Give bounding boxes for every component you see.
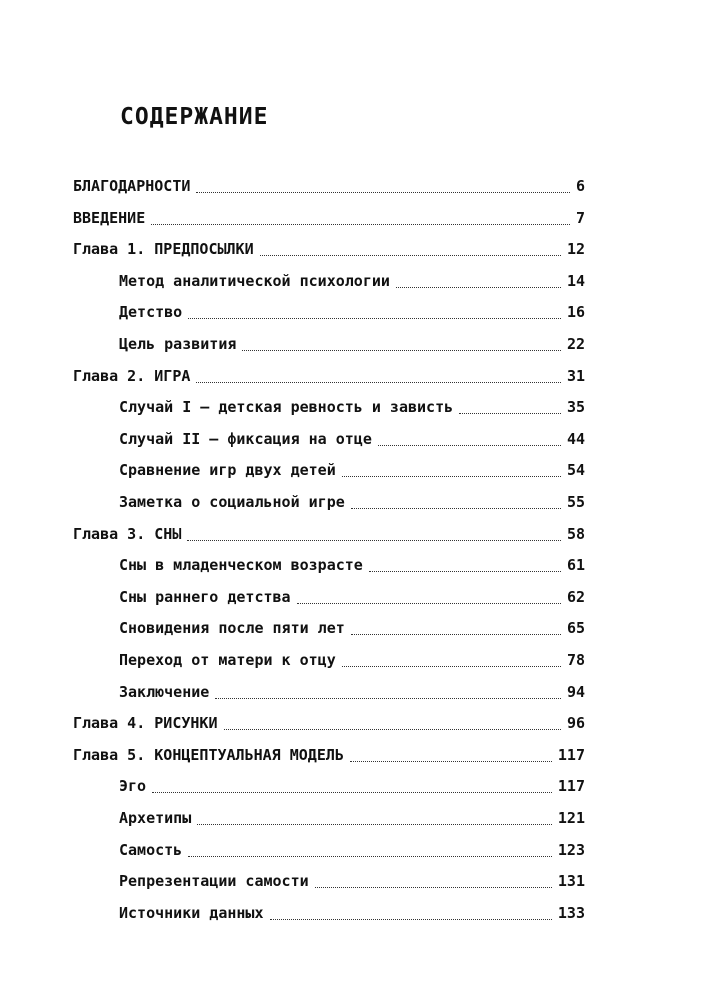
toc-section-entry <box>119 839 585 861</box>
entry-page-number: 78 <box>566 651 585 669</box>
toc-section-entry <box>119 649 585 671</box>
entry-page-number: 16 <box>566 303 585 322</box>
dot-leader <box>196 192 570 193</box>
dot-leader <box>152 792 552 793</box>
dot-leader <box>315 887 552 888</box>
dot-leader <box>396 287 561 288</box>
entry-page-number: 7 <box>575 208 585 227</box>
toc-section-entry <box>119 870 585 892</box>
dot-leader <box>187 540 561 541</box>
toc-chapter-entry <box>73 744 585 766</box>
dot-leader <box>188 856 552 857</box>
dot-leader <box>351 634 561 635</box>
entry-label: Сны раннего детства <box>119 587 291 606</box>
toc-chapter-entry <box>73 207 585 229</box>
entry-label: Метод аналитической психологии <box>119 271 390 290</box>
toc-section-entry <box>119 428 585 450</box>
toc-section-entry <box>119 554 585 576</box>
toc-section-entry <box>119 586 585 608</box>
entry-label: Глава 3. СНЫ <box>73 524 182 543</box>
toc-chapter-entry <box>73 238 585 260</box>
entry-label: Репрезентации самости <box>119 872 309 891</box>
entry-label: Случай I — детская ревность и зависть <box>119 398 454 417</box>
entry-page-number: 35 <box>566 398 585 417</box>
entry-page-number: 54 <box>566 461 585 480</box>
dot-leader <box>297 603 561 604</box>
dot-leader <box>242 350 561 351</box>
toc-section-entry <box>119 775 585 797</box>
entry-label: Глава 4. РИСУНКИ <box>73 714 218 733</box>
toc-section-entry <box>119 807 585 829</box>
entry-label: Сравнение игр двух детей <box>119 461 336 480</box>
toc-chapter-entry <box>73 523 585 545</box>
entry-label: Цель развития <box>119 335 237 353</box>
entry-label: Самость <box>119 840 183 859</box>
entry-label: ВВЕДЕНИЕ <box>73 208 146 227</box>
dot-leader <box>369 571 561 572</box>
dot-leader <box>260 255 561 256</box>
dot-leader <box>196 382 561 383</box>
entry-page-number: 22 <box>566 335 585 353</box>
toc-section-entry <box>119 459 585 481</box>
entry-label: Переход от матери к отцу <box>119 651 336 669</box>
toc-section-entry <box>119 333 585 355</box>
entry-label: Глава 1. ПРЕДПОСЫЛКИ <box>73 240 254 259</box>
dot-leader <box>351 508 561 509</box>
entry-label: Случай II — фиксация на отце <box>119 429 372 448</box>
entry-page-number: 14 <box>566 271 585 290</box>
entry-label: Эго <box>119 777 147 796</box>
entry-page-number: 121 <box>557 809 585 827</box>
entry-page-number: 133 <box>557 903 585 922</box>
dot-leader <box>197 824 552 825</box>
dot-leader <box>350 761 552 762</box>
entry-page-number: 31 <box>566 366 585 385</box>
entry-page-number: 61 <box>566 556 585 575</box>
entry-page-number: 94 <box>566 682 585 701</box>
entry-label: Глава 2. ИГРА <box>73 366 191 385</box>
toc-chapter-entry <box>73 175 585 197</box>
entry-label: Детство <box>119 303 183 322</box>
dot-leader <box>224 729 561 730</box>
entry-page-number: 55 <box>566 493 585 511</box>
entry-label: Заметка о социальной игре <box>119 493 345 511</box>
entry-page-number: 44 <box>566 429 585 448</box>
dot-leader <box>378 445 561 446</box>
entry-label: Сновидения после пяти лет <box>119 619 345 638</box>
toc-chapter-entry <box>73 712 585 734</box>
toc-section-entry <box>119 617 585 639</box>
toc-section-entry <box>119 301 585 323</box>
toc-chapter-entry <box>73 365 585 387</box>
entry-label: Глава 5. КОНЦЕПТУАЛЬНАЯ МОДЕЛЬ <box>73 745 344 764</box>
toc-section-entry <box>119 491 585 513</box>
entry-page-number: 117 <box>557 745 585 764</box>
toc-section-entry <box>119 681 585 703</box>
dot-leader <box>188 318 561 319</box>
entry-label: Источники данных <box>119 903 264 922</box>
entry-page-number: 117 <box>557 777 585 796</box>
dot-leader <box>342 476 561 477</box>
toc-section-entry <box>119 396 585 418</box>
entry-label: Сны в младенческом возрасте <box>119 556 363 575</box>
dot-leader <box>151 224 570 225</box>
entry-page-number: 12 <box>566 240 585 259</box>
page-title: СОДЕРЖАНИЕ <box>120 104 269 130</box>
entry-page-number: 123 <box>557 840 585 859</box>
entry-page-number: 65 <box>566 619 585 638</box>
dot-leader <box>270 919 552 920</box>
dot-leader <box>342 666 561 667</box>
entry-page-number: 131 <box>557 872 585 891</box>
entry-label: Заключение <box>119 682 210 701</box>
entry-label: Архетипы <box>119 809 192 827</box>
toc-section-entry <box>119 902 585 924</box>
entry-page-number: 96 <box>566 714 585 733</box>
dot-leader <box>215 698 561 699</box>
entry-label: БЛАГОДАРНОСТИ <box>73 177 191 195</box>
dot-leader <box>459 413 561 414</box>
entry-page-number: 58 <box>566 524 585 543</box>
entry-page-number: 62 <box>566 587 585 606</box>
entry-page-number: 6 <box>575 177 585 195</box>
toc-section-entry <box>119 270 585 292</box>
